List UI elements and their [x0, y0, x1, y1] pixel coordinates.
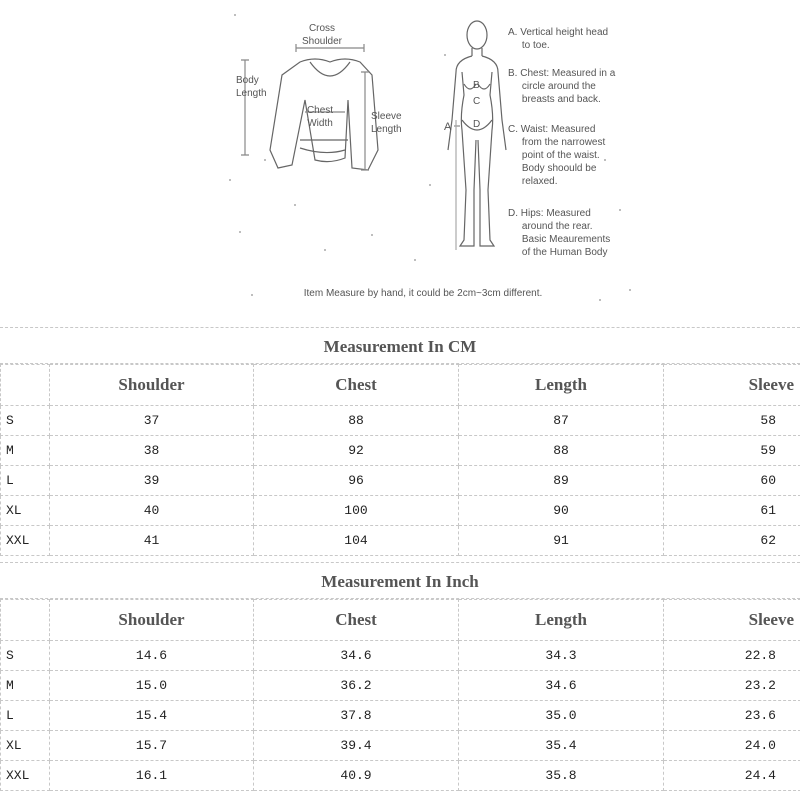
cm-header-length: Length — [459, 365, 664, 406]
length-cell: 34.6 — [459, 671, 664, 701]
length-cell: 87 — [459, 406, 664, 436]
chest-cell: 37.8 — [254, 701, 459, 731]
length-cell: 89 — [459, 466, 664, 496]
cm-header-row — [1, 365, 800, 406]
size-cell: L — [1, 701, 50, 731]
sleeve-cell: 61 — [664, 496, 800, 526]
sleeve-cell: 22.8 — [664, 641, 800, 671]
chest-cell: 36.2 — [254, 671, 459, 701]
inch-table-block — [0, 562, 800, 791]
size-cell: S — [1, 406, 50, 436]
cm-header-chest: Chest — [254, 365, 459, 406]
definition-a: A. Vertical height head to toe. — [508, 27, 609, 51]
length-cell: 35.8 — [459, 761, 664, 791]
shoulder-cell: 14.6 — [50, 641, 254, 671]
inch-header-row — [1, 600, 800, 641]
table-row — [1, 526, 800, 556]
cm-header-sleeve: Sleeve — [664, 365, 800, 406]
chest-cell: 104 — [254, 526, 459, 556]
size-cell: XXL — [1, 761, 50, 791]
size-cell: M — [1, 671, 50, 701]
shoulder-cell: 15.4 — [50, 701, 254, 731]
table-row — [1, 436, 800, 466]
cm-table-title: Measurement In CM — [0, 327, 800, 364]
definition-d: D. Hips: Measured around the rear. Basic Meaurements of the Human Body — [508, 208, 611, 258]
inch-table — [0, 599, 800, 791]
marker-b: B — [473, 80, 480, 91]
size-cell: M — [1, 436, 50, 466]
length-cell: 34.3 — [459, 641, 664, 671]
size-cell: S — [1, 641, 50, 671]
inch-header-size — [1, 600, 50, 641]
body-figure — [448, 21, 506, 250]
shoulder-cell: 41 — [50, 526, 254, 556]
inch-header-chest: Chest — [254, 600, 459, 641]
measure-note: Item Measure by hand, it could be 2cm~3cm different. — [303, 288, 543, 299]
table-row — [1, 731, 800, 761]
sleeve-length-label: Sleeve Length — [371, 111, 402, 135]
body-length-label: Body Length — [236, 75, 267, 99]
marker-c: C — [473, 96, 481, 107]
measurement-illustration — [0, 0, 800, 320]
sleeve-cell: 58 — [664, 406, 800, 436]
shoulder-cell: 40 — [50, 496, 254, 526]
length-cell: 90 — [459, 496, 664, 526]
length-cell: 88 — [459, 436, 664, 466]
inch-header-length: Length — [459, 600, 664, 641]
sleeve-cell: 59 — [664, 436, 800, 466]
inch-table-title: Measurement In Inch — [0, 562, 800, 599]
size-cell: XL — [1, 731, 50, 761]
table-row — [1, 406, 800, 436]
inch-header-sleeve: Sleeve — [664, 600, 800, 641]
cm-table — [0, 364, 800, 556]
inch-header-shoulder: Shoulder — [50, 600, 254, 641]
definition-b: B. Chest: Measured in a circle around the breasts and back. — [508, 68, 616, 105]
table-row — [1, 671, 800, 701]
shoulder-cell: 38 — [50, 436, 254, 466]
chest-cell: 96 — [254, 466, 459, 496]
cm-header-size — [1, 365, 50, 406]
table-row — [1, 496, 800, 526]
table-row — [1, 761, 800, 791]
chest-cell: 88 — [254, 406, 459, 436]
length-cell: 35.4 — [459, 731, 664, 761]
sleeve-cell: 62 — [664, 526, 800, 556]
table-row — [1, 641, 800, 671]
chest-width-label: Chest Width — [306, 105, 334, 129]
length-cell: 91 — [459, 526, 664, 556]
illustration-drawing — [0, 0, 800, 320]
marker-a: A — [444, 121, 452, 133]
shoulder-cell: 37 — [50, 406, 254, 436]
shoulder-cell: 39 — [50, 466, 254, 496]
shoulder-cell: 15.7 — [50, 731, 254, 761]
shoulder-cell: 16.1 — [50, 761, 254, 791]
chest-cell: 39.4 — [254, 731, 459, 761]
chest-cell: 34.6 — [254, 641, 459, 671]
table-row — [1, 466, 800, 496]
marker-d: D — [473, 119, 481, 130]
table-row — [1, 701, 800, 731]
definition-c: C. Waist: Measured from the narrowest point of the waist. Body shoould be relaxed. — [508, 124, 606, 187]
shoulder-cell: 15.0 — [50, 671, 254, 701]
size-cell: XL — [1, 496, 50, 526]
size-cell: L — [1, 466, 50, 496]
cm-table-block — [0, 327, 800, 556]
cm-header-shoulder: Shoulder — [50, 365, 254, 406]
chest-cell: 100 — [254, 496, 459, 526]
sleeve-cell: 24.0 — [664, 731, 800, 761]
cross-shoulder-label: Cross Shoulder — [301, 23, 343, 47]
chest-cell: 40.9 — [254, 761, 459, 791]
sleeve-cell: 60 — [664, 466, 800, 496]
sleeve-cell: 23.6 — [664, 701, 800, 731]
length-cell: 35.0 — [459, 701, 664, 731]
size-cell: XXL — [1, 526, 50, 556]
chest-cell: 92 — [254, 436, 459, 466]
sleeve-cell: 23.2 — [664, 671, 800, 701]
sleeve-cell: 24.4 — [664, 761, 800, 791]
